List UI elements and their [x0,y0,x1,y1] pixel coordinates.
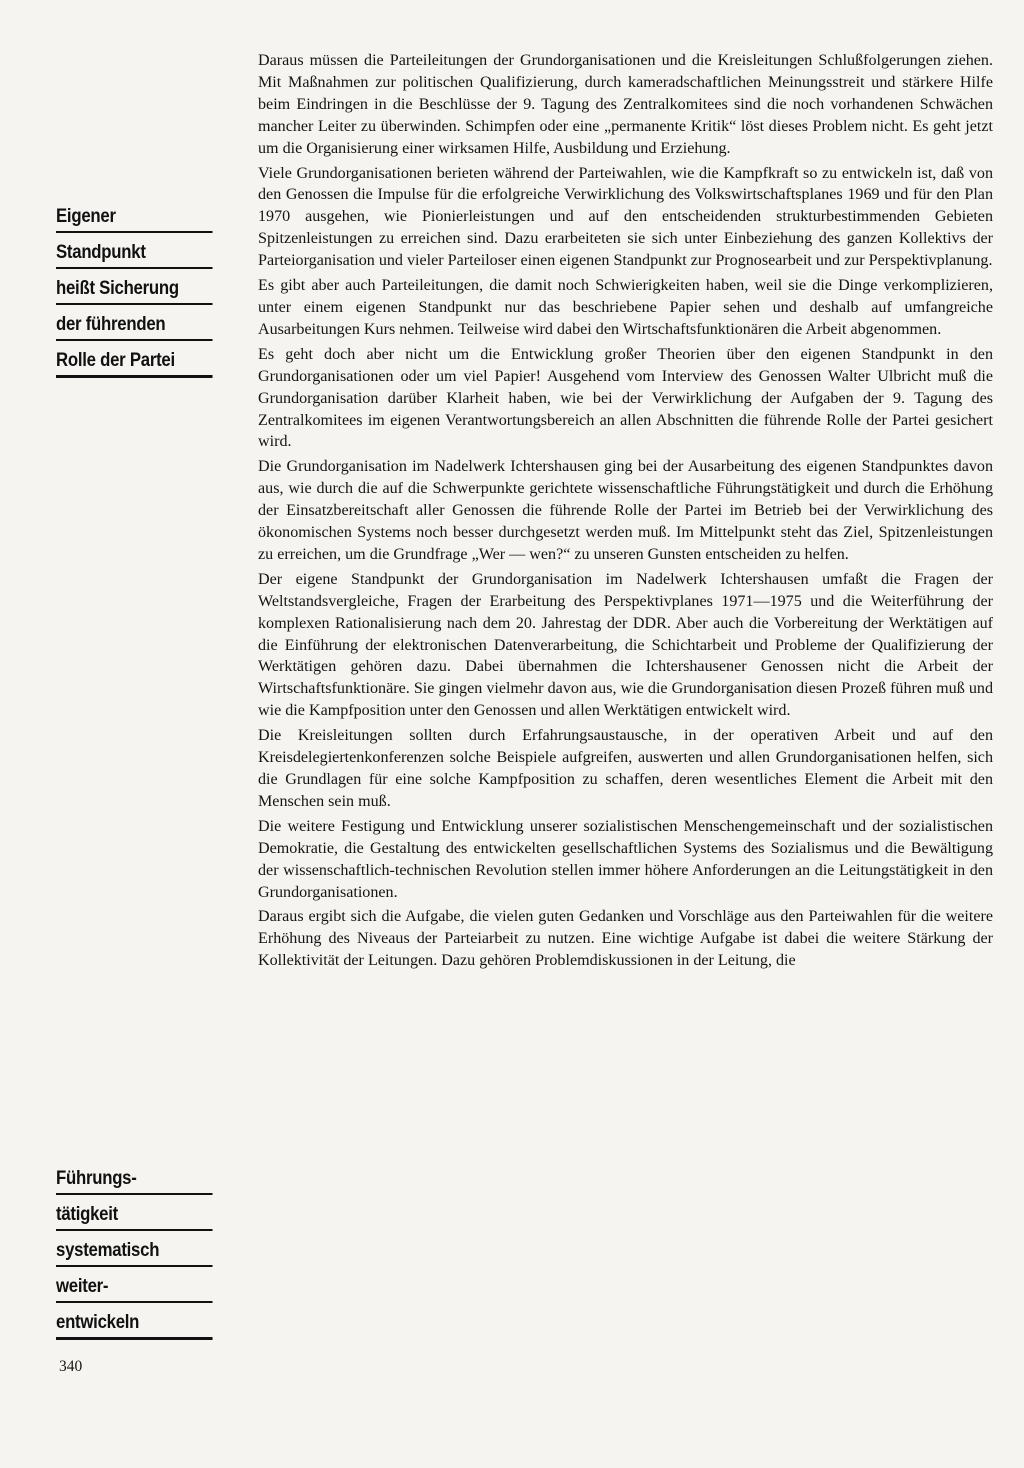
paragraph: Daraus ergibt sich die Aufgabe, die vielen guten Gedanken und Vorschläge aus den Parteiwahlen für die weitere Erhöhung des Niveaus der Parteiarbeit zu nutzen. Eine wichtige Aufgabe ist dabei die weitere Stärkung der Kollektivität der Leitungen. Dazu gehören Problemdiskussionen in der Leitung, die [258,908,993,970]
paragraph: Viele Grundorganisationen berieten während der Parteiwahlen, wie die Kampfkraft so zu entwickeln ist, daß von den Genossen die Impulse für die erfolgreiche Verwirklichung des Volkswirtschaftsplanes 1969 und für den Plan 1970 ausgehen, wie Pionierleistungen und auf den entscheidenden strukturbestimmenden Gebieten Spitzenleistungen zu erreichen sind. Dazu erarbeiteten sie sich unter Einbeziehung des ganzen Kollektivs der Parteiorganisation und vieler Parteiloser einen eigenen Standpunkt zur Prognosearbeit und zur Perspektivplanung. [258,164,993,270]
paragraph: Die Grundorganisation im Nadelwerk Ichtershausen ging bei der Ausarbeitung des eigenen Standpunktes davon aus, wie durch die auf die Schwerpunkte gerichtete wissenschaftliche Führungstätigkeit und durch die Erhöhung der Einsatzbereitschaft aller Genossen die führende Rolle der Partei im Betrieb bei der Verwirklichung des ökonomischen Systems noch besser durchgesetzt werden muß. Im Mittelpunkt steht das Ziel, Spitzenleistungen zu erreichen, um die Grundfrage „Wer — wen?“ zu unseren Gunsten entscheiden zu helfen. [258,458,993,563]
heading-line: weiter- [56,1275,213,1303]
heading-line: tätigkeit [56,1203,213,1231]
heading-line: Eigener [56,205,213,233]
page-number: 340 [59,1358,83,1375]
paragraph: Daraus müssen die Parteileitungen der Grundorganisationen und die Kreisleitungen Schlußfolgerungen ziehen. Mit Maßnahmen zur politischen Qualifizierung, durch kameradschaftlichen Meinungsstreit und stärkere Hilfe beim Eindringen in die Beschlüsse der 9. Tagung des Zentralkomitees sind die noch vorhandenen Schwächen mancher Leiter zu überwinden. Schimpfen oder eine „permanente Kritik“ löst dieses Problem nicht. Es geht jetzt um die Organisierung einer wirksamen Hilfe, Ausbildung und Erziehung. [258,52,993,157]
heading-line: der führenden [56,313,213,341]
sidebar-heading-fuehrungstaetigkeit [56,1167,238,1348]
sidebar-heading-standpunkt [56,205,238,386]
body-text-column [258,50,993,975]
paragraph: Der eigene Standpunkt der Grundorganisation im Nadelwerk Ichtershausen umfaßt die Fragen der Weltstandsvergleiche, Fragen der Erarbeitung des Perspektivplanes 1971—1975 und die Weiterführung der komplexen Rationalisierung nach dem 20. Jahrestag der DDR. Aber auch die Vorbereitung der Werktätigen auf die Einführung der elektronischen Datenverarbeitung, die Schichtarbeit und Probleme der Qualifizierung der Werktätigen gehören dazu. Dabei übernahmen die Ichtershausener Genossen nicht die Arbeit der Wirtschaftsfunktionäre. Sie gingen vielmehr davon aus, wie die Grundorganisation diesen Prozeß führen muß und wie die Kampfposition unter den Genossen und allen Werktätigen entwickelt wird. [258,570,993,720]
heading-line: entwickeln [56,1311,213,1340]
paragraph: Die Kreisleitungen sollten durch Erfahrungsaustausche, in der operativen Arbeit und auf den Kreisdelegiertenkonferenzen solche Beispiele aufgreifen, auswerten und allen Grundorganisationen helfen, sich die Grundlagen für eine solche Kampfposition zu schaffen, deren wesentliches Element die Arbeit mit den Menschen sein muß. [258,727,993,810]
paragraph: Die weitere Festigung und Entwicklung unserer sozialistischen Menschengemeinschaft und der sozialistischen Demokratie, die Gestaltung des entwickelten gesellschaftlichen Systems des Sozialismus und die Bewältigung der wissenschaftlich-technischen Revolution stellen immer höhere Anforderungen an die Leitungstätigkeit in den Grundorganisationen. [258,817,993,901]
paragraph: Es gibt aber auch Parteileitungen, die damit noch Schwierigkeiten haben, weil sie die Dinge verkomplizieren, unter einem eigenen Standpunkt nur das beschriebene Papier sehen und deshalb auf umfangreiche Ausarbeitungen Kurs nehmen. Teilweise wird dabei den Wirtschaftsfunktionären die Arbeit abgenommen. [258,277,993,338]
heading-line: Rolle der Partei [56,349,213,378]
heading-line: Standpunkt [56,241,213,269]
heading-line: heißt Sicherung [56,277,213,305]
paragraph: Es geht doch aber nicht um die Entwicklung großer Theorien über den eigenen Standpunkt in den Grundorganisationen oder um viel Papier! Ausgehend vom Interview des Genossen Walter Ulbricht muß die Grundorganisation darüber Klarheit haben, wie bei der Verwirklichung der Aufgaben der 9. Tagung des Zentralkomitees im eigenen Verantwortungsbereich an allen Abschnitten die führende Rolle der Partei gesichert wird. [258,345,993,451]
heading-line: Führungs- [56,1167,213,1195]
heading-line: systematisch [56,1239,213,1267]
